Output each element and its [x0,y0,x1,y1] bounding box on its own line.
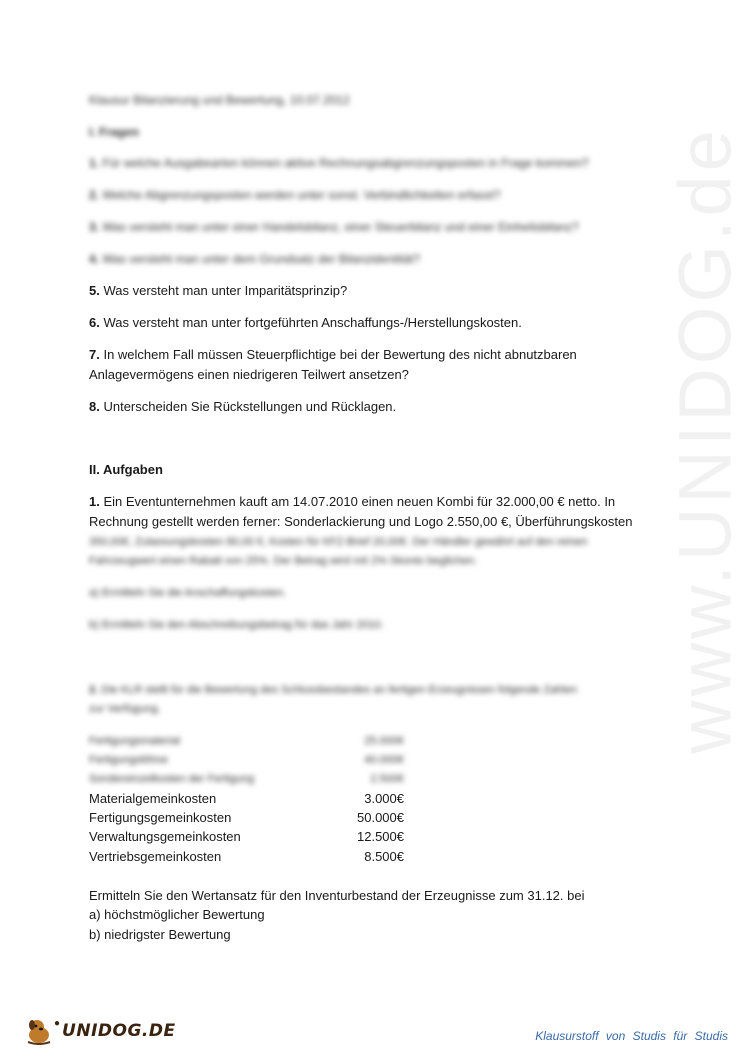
section-heading-aufgaben: II. Aufgaben [89,462,163,477]
question-7-continued: Anlagevermögens einen niedrigeren Teilwert ansetzen? [89,367,409,382]
question-2: 2. Welche Abgrenzungsposten werden unter sonst. Verbindlichkeiten erfasst? [89,188,501,202]
question-4: 4. Was versteht man unter dem Grundsatz der Bilanzidentität? [89,252,421,266]
cost-value: 50.000€ [357,810,404,825]
cost-label: Vertriebsgemeinkosten [89,849,222,864]
question-8: 8. Unterscheiden Sie Rückstellungen und Rücklagen. [89,399,397,414]
task-2-part-a: a) höchstmöglicher Bewertung [89,907,265,922]
question-3: 3. Was versteht man unter einer Handelsbilanz, einer Steuerbilanz und einer Einheitsbilanz? [89,220,579,234]
dog-icon [24,1016,54,1046]
cost-label: Fertigungslöhne [89,754,168,766]
cost-value: 25.000€ [364,735,404,747]
unidog-logo[interactable] [24,1014,176,1048]
section-heading-fragen: I. Fragen [89,125,140,139]
cost-label: Fertigungsgemeinkosten [89,810,232,825]
task-1-line-1: 1. Ein Eventunternehmen kauft am 14.07.2010 einen neuen Kombi für 32.000,00 € netto. In [89,494,616,509]
question-1: 1. Für welche Ausgabearten können aktive Rechnungsabgrenzungsposten in Frage kommen? [89,156,589,170]
task-2-line-1: 2. Die KLR stellt für die Bewertung des Schlussbestandes an fertigen Erzeugnissen folgende Zahlen [89,684,577,696]
paw-icon: ● [54,1017,61,1029]
task-2-line-2: zur Verfügung. [89,703,161,715]
task-2-part-b: b) niedrigster Bewertung [89,927,231,942]
cost-value: 2.500€ [370,773,404,785]
task-2-prompt: Ermitteln Sie den Wertansatz für den Inventurbestand der Erzeugnisse zum 31.12. bei [89,888,585,903]
cost-label: Fertigungsmaterial [89,735,181,747]
question-7: 7. In welchem Fall müssen Steuerpflichtige bei der Bewertung des nicht abnutzbaren [89,347,577,362]
cost-value: 8.500€ [364,849,404,864]
task-1-line-2: Rechnung gestellt werden ferner: Sonderlackierung und Logo 2.550,00 €, Überführungskosten [89,514,633,529]
task-1-line-4: Fahrzeugwert einen Rabatt von 25%. Der Betrag wird mit 2% Skonto beglichen. [89,555,478,567]
cost-value: 3.000€ [364,791,404,806]
watermark-text: www.UNIDOG.de [663,126,747,754]
task-1-line-3: 350,00€, Zulassungskosten 80,00 €, Kosten für KFZ-Brief 20,00€. Der Händler gewährt auf den reinen [89,536,588,548]
cost-label: Materialgemeinkosten [89,791,217,806]
cost-label: Sondereinzelkosten der Fertigung [89,773,255,785]
cost-label: Verwaltungsgemeinkosten [89,829,241,844]
cost-value: 12.500€ [357,829,404,844]
footer-tagline: Klausurstoff von Studis für Studis [535,1029,728,1043]
task-1-part-b: b) Ermitteln Sie den Abschreibungsbetrag für das Jahr 2010. [89,619,384,631]
logo-text: UNIDOG.DE [62,1021,176,1041]
document-title: Klausur Bilanzierung und Bewertung, 10.07.2012 [89,93,350,107]
task-1-part-a: a) Ermitteln Sie die Anschaffungskosten. [89,587,287,599]
question-5: 5. Was versteht man unter Imparitätsprinzip? [89,283,348,298]
question-6: 6. Was versteht man unter fortgeführten Anschaffungs-/Herstellungskosten. [89,315,522,330]
cost-value: 40.000€ [364,754,404,766]
